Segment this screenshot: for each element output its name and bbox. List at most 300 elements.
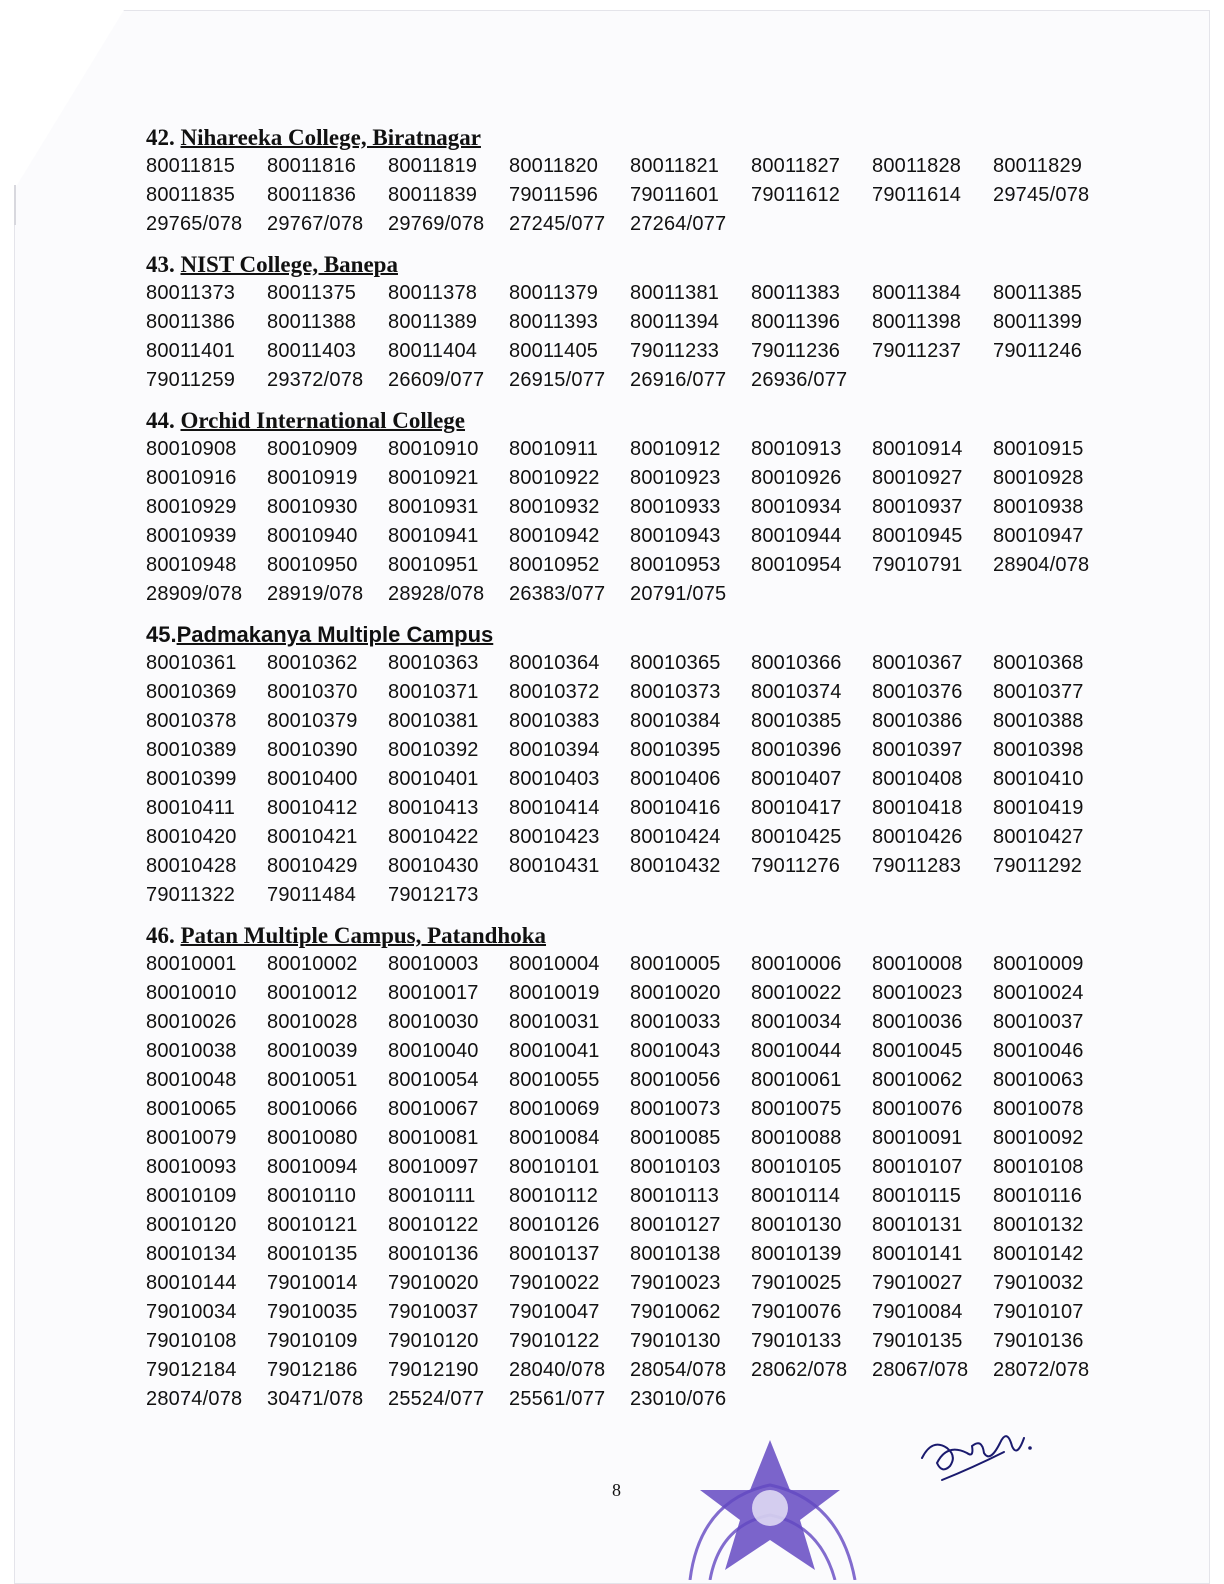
roll-number: 80010092 xyxy=(993,1127,1084,1149)
roll-number: 28919/078 xyxy=(267,583,364,605)
section-number: 42. xyxy=(146,125,175,150)
roll-number: 80010041 xyxy=(509,1040,600,1062)
roll-number: 79011322 xyxy=(146,884,236,906)
roll-number: 80011383 xyxy=(751,282,841,304)
roll-number: 80010020 xyxy=(630,982,721,1004)
roll-number-grid xyxy=(146,152,1106,239)
roll-number: 80010130 xyxy=(751,1214,842,1236)
roll-number: 80010075 xyxy=(751,1098,842,1120)
roll-number: 80010399 xyxy=(146,768,237,790)
roll-number: 79010135 xyxy=(872,1330,963,1352)
roll-number: 20791/075 xyxy=(630,583,727,605)
roll-number: 80010940 xyxy=(267,525,358,547)
roll-number: 79010130 xyxy=(630,1330,721,1352)
roll-number: 79010109 xyxy=(267,1330,358,1352)
college-section xyxy=(146,407,1106,609)
roll-number: 80011381 xyxy=(630,282,720,304)
page-edge-mark xyxy=(14,185,16,225)
roll-number: 79011233 xyxy=(630,340,720,362)
roll-number: 80010009 xyxy=(993,953,1084,975)
roll-number: 80010022 xyxy=(751,982,842,1004)
roll-number: 80010076 xyxy=(872,1098,963,1120)
roll-number: 80010400 xyxy=(267,768,358,790)
roll-number: 80010138 xyxy=(630,1243,721,1265)
roll-number: 80010922 xyxy=(509,467,600,489)
roll-number: 80010046 xyxy=(993,1040,1084,1062)
section-number: 45. xyxy=(146,622,177,647)
section-title xyxy=(146,407,1106,435)
roll-number: 26383/077 xyxy=(509,583,606,605)
roll-number: 23010/076 xyxy=(630,1388,727,1410)
roll-number: 80010001 xyxy=(146,953,237,975)
roll-number: 79010020 xyxy=(388,1272,479,1294)
roll-number: 79011596 xyxy=(509,184,599,206)
roll-number: 80010948 xyxy=(146,554,237,576)
roll-number: 26609/077 xyxy=(388,369,485,391)
college-name: Nihareeka College, Biratnagar xyxy=(180,125,481,150)
roll-number: 80010120 xyxy=(146,1214,237,1236)
roll-number: 80010411 xyxy=(146,797,236,819)
roll-number: 80010088 xyxy=(751,1127,842,1149)
roll-number: 80011398 xyxy=(872,311,962,333)
roll-number: 80010908 xyxy=(146,438,237,460)
roll-number: 80010079 xyxy=(146,1127,237,1149)
roll-number: 80010933 xyxy=(630,496,721,518)
roll-number: 80010373 xyxy=(630,681,721,703)
roll-number: 80010421 xyxy=(267,826,358,848)
roll-number: 79012186 xyxy=(267,1359,358,1381)
roll-number: 80010111 xyxy=(388,1185,476,1207)
roll-number: 80010422 xyxy=(388,826,479,848)
roll-number: 80010397 xyxy=(872,739,963,761)
roll-number: 80010110 xyxy=(267,1185,357,1207)
roll-number: 80011394 xyxy=(630,311,720,333)
roll-number: 80010928 xyxy=(993,467,1084,489)
section-title xyxy=(146,251,1106,279)
section-number: 44. xyxy=(146,408,175,433)
roll-number: 80011401 xyxy=(146,340,236,362)
roll-number: 80010078 xyxy=(993,1098,1084,1120)
roll-number: 80010934 xyxy=(751,496,842,518)
roll-number: 80010412 xyxy=(267,797,358,819)
roll-number: 79010791 xyxy=(872,554,963,576)
roll-number: 80011389 xyxy=(388,311,478,333)
roll-number: 28054/078 xyxy=(630,1359,727,1381)
roll-number: 80010112 xyxy=(509,1185,599,1207)
college-name: NIST College, Banepa xyxy=(180,252,398,277)
roll-number: 80011819 xyxy=(388,155,478,177)
roll-number: 80010383 xyxy=(509,710,600,732)
roll-number: 79010035 xyxy=(267,1301,358,1323)
roll-number: 80010376 xyxy=(872,681,963,703)
roll-number-grid xyxy=(146,649,1106,910)
roll-number: 79010062 xyxy=(630,1301,721,1323)
roll-number: 80010069 xyxy=(509,1098,600,1120)
college-name: Orchid International College xyxy=(180,408,466,433)
roll-number: 80010371 xyxy=(388,681,479,703)
roll-number: 80010419 xyxy=(993,797,1084,819)
roll-number: 28909/078 xyxy=(146,583,243,605)
roll-number: 79011612 xyxy=(751,184,841,206)
roll-number: 80011396 xyxy=(751,311,841,333)
roll-number: 80010028 xyxy=(267,1011,358,1033)
roll-number: 29745/078 xyxy=(993,184,1090,206)
roll-number: 79010084 xyxy=(872,1301,963,1323)
roll-number: 80010385 xyxy=(751,710,842,732)
roll-number: 80010931 xyxy=(388,496,479,518)
roll-number: 80010126 xyxy=(509,1214,600,1236)
roll-number: 80011373 xyxy=(146,282,236,304)
roll-number: 80010103 xyxy=(630,1156,721,1178)
roll-number: 80010045 xyxy=(872,1040,963,1062)
section-title xyxy=(146,922,1106,950)
roll-number: 80010369 xyxy=(146,681,237,703)
roll-number: 80010006 xyxy=(751,953,842,975)
roll-number: 80011405 xyxy=(509,340,599,362)
roll-number: 80010430 xyxy=(388,855,479,877)
roll-number: 80010367 xyxy=(872,652,963,674)
roll-number: 28072/078 xyxy=(993,1359,1090,1381)
roll-number: 80010091 xyxy=(872,1127,963,1149)
roll-number: 80010937 xyxy=(872,496,963,518)
roll-number: 80010413 xyxy=(388,797,479,819)
roll-number: 80011399 xyxy=(993,311,1083,333)
roll-number: 80010377 xyxy=(993,681,1084,703)
roll-number: 80011375 xyxy=(267,282,357,304)
roll-number: 80010012 xyxy=(267,982,358,1004)
roll-number: 80010378 xyxy=(146,710,237,732)
college-section xyxy=(146,251,1106,395)
roll-number: 80010390 xyxy=(267,739,358,761)
roll-number-grid xyxy=(146,279,1106,395)
roll-number: 80010061 xyxy=(751,1069,842,1091)
roll-number: 80010384 xyxy=(630,710,721,732)
roll-number: 80010916 xyxy=(146,467,237,489)
roll-number: 80010054 xyxy=(388,1069,479,1091)
roll-number: 79010032 xyxy=(993,1272,1084,1294)
roll-number: 80010031 xyxy=(509,1011,600,1033)
roll-number: 80010427 xyxy=(993,826,1084,848)
roll-number: 80010066 xyxy=(267,1098,358,1120)
roll-number: 80010919 xyxy=(267,467,358,489)
roll-number: 80010432 xyxy=(630,855,721,877)
roll-number: 80010417 xyxy=(751,797,842,819)
roll-number: 79010047 xyxy=(509,1301,600,1323)
roll-number: 80010926 xyxy=(751,467,842,489)
roll-number: 80010398 xyxy=(993,739,1084,761)
section-number: 43. xyxy=(146,252,175,277)
roll-number: 80010101 xyxy=(509,1156,600,1178)
roll-number: 80010051 xyxy=(267,1069,358,1091)
roll-number: 80010929 xyxy=(146,496,237,518)
roll-number: 26936/077 xyxy=(751,369,848,391)
roll-number: 79010023 xyxy=(630,1272,721,1294)
roll-number: 80010036 xyxy=(872,1011,963,1033)
roll-number: 80010388 xyxy=(993,710,1084,732)
roll-number: 80010381 xyxy=(388,710,479,732)
roll-number: 80010019 xyxy=(509,982,600,1004)
roll-number: 80010093 xyxy=(146,1156,237,1178)
roll-number: 80010910 xyxy=(388,438,479,460)
roll-number: 80010141 xyxy=(872,1243,963,1265)
roll-number: 80011379 xyxy=(509,282,599,304)
roll-number: 79012184 xyxy=(146,1359,237,1381)
roll-number: 80010366 xyxy=(751,652,842,674)
roll-number: 80010951 xyxy=(388,554,479,576)
roll-number: 80010073 xyxy=(630,1098,721,1120)
roll-number: 80010372 xyxy=(509,681,600,703)
roll-number: 80010410 xyxy=(993,768,1084,790)
roll-number: 30471/078 xyxy=(267,1388,364,1410)
roll-number: 79010025 xyxy=(751,1272,842,1294)
roll-number: 80010062 xyxy=(872,1069,963,1091)
roll-number: 29765/078 xyxy=(146,213,243,235)
roll-number: 80010952 xyxy=(509,554,600,576)
roll-number: 80010084 xyxy=(509,1127,600,1149)
roll-number: 80010134 xyxy=(146,1243,237,1265)
roll-number: 28062/078 xyxy=(751,1359,848,1381)
roll-number: 80010004 xyxy=(509,953,600,975)
roll-number: 28067/078 xyxy=(872,1359,969,1381)
roll-number: 79010122 xyxy=(509,1330,600,1352)
roll-number: 80010081 xyxy=(388,1127,479,1149)
roll-number: 80010142 xyxy=(993,1243,1084,1265)
roll-number: 80010115 xyxy=(872,1185,962,1207)
roll-number: 80010431 xyxy=(509,855,600,877)
roll-number: 26916/077 xyxy=(630,369,727,391)
roll-number: 80010947 xyxy=(993,525,1084,547)
roll-number: 80010127 xyxy=(630,1214,721,1236)
college-name: Padmakanya Multiple Campus xyxy=(176,622,494,647)
roll-number: 80010930 xyxy=(267,496,358,518)
roll-number: 27264/077 xyxy=(630,213,727,235)
roll-number: 79011292 xyxy=(993,855,1083,877)
roll-number: 25524/077 xyxy=(388,1388,485,1410)
roll-number: 80010144 xyxy=(146,1272,237,1294)
roll-number: 80010396 xyxy=(751,739,842,761)
roll-number-grid xyxy=(146,950,1106,1414)
roll-number: 80010017 xyxy=(388,982,479,1004)
roll-number: 25561/077 xyxy=(509,1388,606,1410)
roll-number: 79011276 xyxy=(751,855,841,877)
roll-number: 79010034 xyxy=(146,1301,237,1323)
roll-number: 80011385 xyxy=(993,282,1083,304)
roll-number: 80010950 xyxy=(267,554,358,576)
roll-number: 80011815 xyxy=(146,155,236,177)
roll-number: 80010932 xyxy=(509,496,600,518)
signature-icon xyxy=(912,1408,1042,1488)
roll-number: 79010120 xyxy=(388,1330,479,1352)
roll-number: 80010428 xyxy=(146,855,237,877)
roll-number: 80011828 xyxy=(872,155,962,177)
roll-number: 80011827 xyxy=(751,155,841,177)
roll-number: 80010416 xyxy=(630,797,721,819)
roll-number: 80010418 xyxy=(872,797,963,819)
roll-number: 79010037 xyxy=(388,1301,479,1323)
roll-number: 80010024 xyxy=(993,982,1084,1004)
roll-number: 80010037 xyxy=(993,1011,1084,1033)
roll-number: 80011816 xyxy=(267,155,357,177)
page-number: 8 xyxy=(612,1480,621,1500)
roll-number: 80011835 xyxy=(146,184,236,206)
roll-number: 80011386 xyxy=(146,311,236,333)
roll-number: 26915/077 xyxy=(509,369,606,391)
roll-number: 80010426 xyxy=(872,826,963,848)
roll-number: 80010122 xyxy=(388,1214,479,1236)
roll-number-grid xyxy=(146,435,1106,609)
roll-number: 80010055 xyxy=(509,1069,600,1091)
roll-number: 80010365 xyxy=(630,652,721,674)
roll-number: 80010008 xyxy=(872,953,963,975)
roll-number: 79011236 xyxy=(751,340,841,362)
roll-number: 80010002 xyxy=(267,953,358,975)
roll-number: 80010414 xyxy=(509,797,600,819)
roll-number: 79010107 xyxy=(993,1301,1084,1323)
roll-number: 79010027 xyxy=(872,1272,963,1294)
roll-number: 80010005 xyxy=(630,953,721,975)
roll-number: 79011283 xyxy=(872,855,962,877)
roll-number: 80010921 xyxy=(388,467,479,489)
roll-number: 80010911 xyxy=(509,438,599,460)
roll-number: 80010915 xyxy=(993,438,1084,460)
roll-number: 80010953 xyxy=(630,554,721,576)
roll-number: 80010038 xyxy=(146,1040,237,1062)
roll-number: 80010114 xyxy=(751,1185,841,1207)
roll-number: 80010023 xyxy=(872,982,963,1004)
roll-number: 80010097 xyxy=(388,1156,479,1178)
roll-number: 80010116 xyxy=(993,1185,1083,1207)
roll-number: 79011259 xyxy=(146,369,236,391)
roll-number: 28904/078 xyxy=(993,554,1090,576)
roll-number: 80010939 xyxy=(146,525,237,547)
roll-number: 80011404 xyxy=(388,340,478,362)
roll-number: 80010080 xyxy=(267,1127,358,1149)
roll-number: 80010063 xyxy=(993,1069,1084,1091)
roll-number: 80011821 xyxy=(630,155,720,177)
roll-number: 80010113 xyxy=(630,1185,720,1207)
roll-number: 80010067 xyxy=(388,1098,479,1120)
college-name: Patan Multiple Campus, Patandhoka xyxy=(180,923,547,948)
roll-number: 80010424 xyxy=(630,826,721,848)
roll-number: 80010374 xyxy=(751,681,842,703)
page-fold-corner xyxy=(14,10,124,190)
roll-number: 80010909 xyxy=(267,438,358,460)
roll-number: 79011601 xyxy=(630,184,720,206)
roll-number: 80010420 xyxy=(146,826,237,848)
roll-number: 80011393 xyxy=(509,311,599,333)
roll-number: 80010056 xyxy=(630,1069,721,1091)
roll-number: 79012190 xyxy=(388,1359,479,1381)
roll-number: 80011820 xyxy=(509,155,599,177)
roll-number: 80011388 xyxy=(267,311,357,333)
roll-number: 80010135 xyxy=(267,1243,358,1265)
roll-number: 80010954 xyxy=(751,554,842,576)
roll-number: 80011829 xyxy=(993,155,1083,177)
roll-number: 80010033 xyxy=(630,1011,721,1033)
roll-number: 80010394 xyxy=(509,739,600,761)
college-section xyxy=(146,621,1106,910)
roll-number: 80010003 xyxy=(388,953,479,975)
college-section xyxy=(146,922,1106,1414)
roll-number: 80011384 xyxy=(872,282,962,304)
roll-number: 80010362 xyxy=(267,652,358,674)
roll-number: 80010139 xyxy=(751,1243,842,1265)
roll-number: 80010386 xyxy=(872,710,963,732)
roll-number: 80010401 xyxy=(388,768,479,790)
roll-number: 28074/078 xyxy=(146,1388,243,1410)
roll-number: 80010423 xyxy=(509,826,600,848)
roll-number: 79011246 xyxy=(993,340,1083,362)
roll-number: 80010379 xyxy=(267,710,358,732)
roll-number: 79011484 xyxy=(267,884,357,906)
roll-number: 79012173 xyxy=(388,884,479,906)
roll-number: 80010109 xyxy=(146,1185,237,1207)
roll-number: 80010938 xyxy=(993,496,1084,518)
roll-number: 79011237 xyxy=(872,340,962,362)
roll-number: 80010085 xyxy=(630,1127,721,1149)
roll-number: 80010923 xyxy=(630,467,721,489)
roll-number: 80010136 xyxy=(388,1243,479,1265)
roll-number: 80010030 xyxy=(388,1011,479,1033)
roll-number: 80010065 xyxy=(146,1098,237,1120)
roll-number: 80010105 xyxy=(751,1156,842,1178)
roll-number: 79011614 xyxy=(872,184,962,206)
roll-number: 80010131 xyxy=(872,1214,963,1236)
roll-number: 80010389 xyxy=(146,739,237,761)
roll-number: 80010044 xyxy=(751,1040,842,1062)
roll-number: 80010107 xyxy=(872,1156,963,1178)
roll-number: 80010026 xyxy=(146,1011,237,1033)
roll-number: 28040/078 xyxy=(509,1359,606,1381)
roll-number: 80010363 xyxy=(388,652,479,674)
roll-number: 29769/078 xyxy=(388,213,485,235)
roll-number: 79010108 xyxy=(146,1330,237,1352)
roll-number: 80010043 xyxy=(630,1040,721,1062)
roll-number: 79010136 xyxy=(993,1330,1084,1352)
roll-number: 80010132 xyxy=(993,1214,1084,1236)
roll-number: 80010108 xyxy=(993,1156,1084,1178)
roll-number: 80010137 xyxy=(509,1243,600,1265)
roll-number: 80010039 xyxy=(267,1040,358,1062)
roll-number: 28928/078 xyxy=(388,583,485,605)
roll-number: 80011839 xyxy=(388,184,478,206)
roll-number: 80010040 xyxy=(388,1040,479,1062)
roll-number: 80010406 xyxy=(630,768,721,790)
section-title xyxy=(146,124,1106,152)
roll-number: 80010368 xyxy=(993,652,1084,674)
roll-number: 80010944 xyxy=(751,525,842,547)
roll-number: 79010022 xyxy=(509,1272,600,1294)
section-number: 46. xyxy=(146,923,175,948)
roll-number: 79010133 xyxy=(751,1330,842,1352)
roll-number: 29372/078 xyxy=(267,369,364,391)
roll-number: 80010913 xyxy=(751,438,842,460)
official-stamp-icon xyxy=(670,1430,870,1580)
section-title xyxy=(146,621,1106,649)
roll-number: 80010121 xyxy=(267,1214,358,1236)
roll-number: 80010392 xyxy=(388,739,479,761)
roll-number: 80010094 xyxy=(267,1156,358,1178)
roll-number: 80010942 xyxy=(509,525,600,547)
roll-number: 80010408 xyxy=(872,768,963,790)
roll-number: 80010429 xyxy=(267,855,358,877)
roll-number: 29767/078 xyxy=(267,213,364,235)
roll-number: 80011836 xyxy=(267,184,357,206)
roll-number: 80010912 xyxy=(630,438,721,460)
roll-number: 80010941 xyxy=(388,525,479,547)
roll-number: 27245/077 xyxy=(509,213,606,235)
college-section xyxy=(146,124,1106,239)
